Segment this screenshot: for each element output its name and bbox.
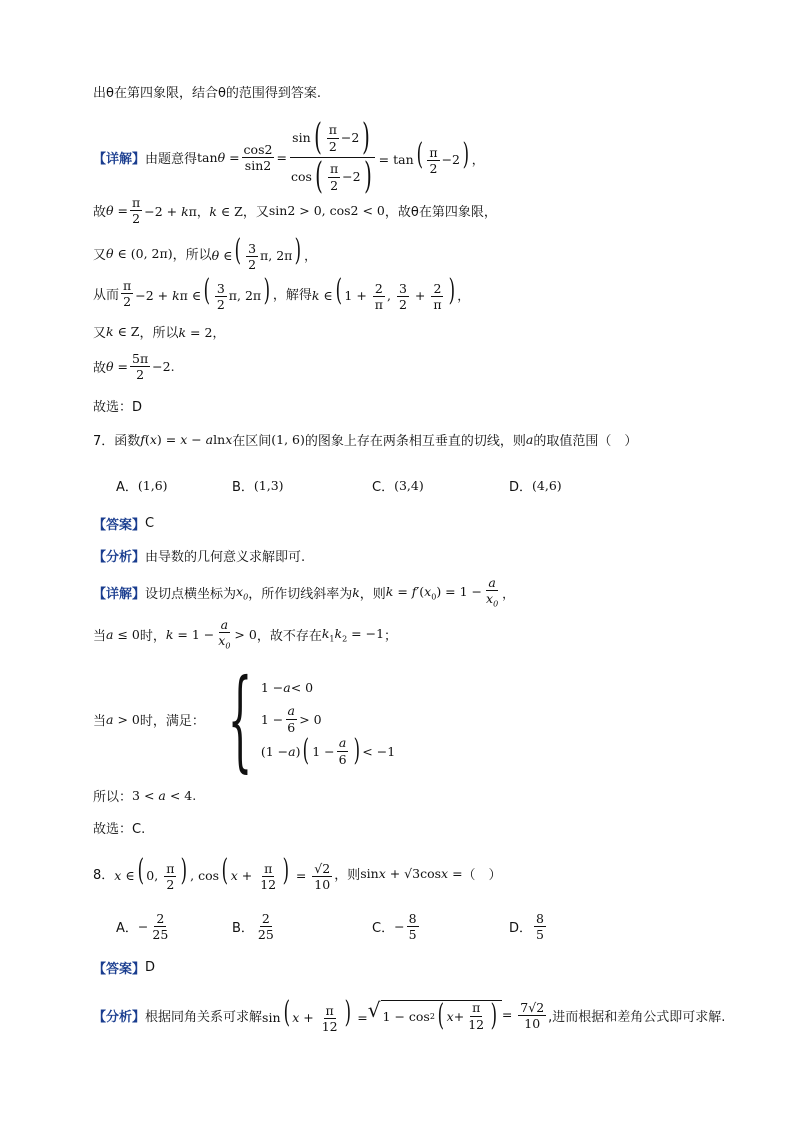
q7-detail-4: 所以： 3 < a < 4. [93, 788, 197, 805]
solution-k-value-line: 又 k ∈ Z ，所以 k = 2， [93, 324, 225, 341]
detail-tag: 【详解】 [93, 152, 146, 167]
q7-detail-5: 故选：C. [93, 822, 146, 837]
q7-answer: 【答案】 C [93, 516, 155, 533]
q7-detail-3: 当 a > 0 时，满足： { 1 − a < 0 1 − $\frac{a}{6}$ > 0 (1 − a ) ( 1 − $\frac{a}{6}$ ) < −1 [93, 655, 396, 783]
question-7-stem: 7．函数 f(x) = x − alnx 在区间 (1, 6) 的图象上存在两条相互垂直的切线，则 a 的取值范围（ ） [93, 432, 638, 449]
solution-detail-tan: 【详解】 由题意得 tanθ = $\frac{\cos 2}{\sin 2}$ = sin ( $\frac{\pi}{2}$ −2 ) cos ( $\frac{\pi}{2}$ −2 ) = tan( $\frac{\pi}{2}$ −2) ， [93, 117, 485, 197]
solution-theta-value-line: 故 θ = $\frac{5\pi}{2}$ −2. [93, 351, 175, 383]
q8-option-d[interactable]: D． $\frac{8}{5}$ [509, 911, 544, 943]
q7-option-c[interactable]: C． (3,4) [372, 478, 424, 495]
q8-option-b[interactable]: B． $\frac{2}{25}$ [232, 911, 274, 943]
solution-choice-line: 故选：D [93, 400, 143, 415]
q7-option-a[interactable]: A． (1,6) [116, 478, 168, 495]
question-8-stem: 8． x ∈( 0, $\frac{\pi}{2}$ ) , cos( x + $\frac{\pi}{12}$ ) = $\frac{√2}{10}$ ，则 sinx + √3cosx = （ ） [93, 853, 502, 892]
inequality-system: 1 − a < 0 1 − $\frac{a}{6}$ > 0 (1 − a ) ( 1 − $\frac{a}{6}$ ) < −1 [260, 679, 396, 768]
q8-analysis: 【分析】 根据同角关系可求解 sin( x + $\frac{\pi}{12}$ ) = √ 1 − cos 2 ( x + $\frac{\pi}{12}$ ) = $\frac{7√2}{10}$ ,进而根据和差角公式即可求解. [93, 995, 726, 1034]
system-brace: { [227, 655, 253, 783]
q7-option-d[interactable]: D． (4,6) [509, 478, 562, 495]
solution-k-range-line: 从而 $\frac{\pi}{2}$ −2 + kπ ∈( $\frac{3}{2}$ π, 2π) ，解得 k ∈( 1 + $\frac{2}{\pi}$ , $\frac{3}{2}$ + $\frac{2}{\pi}$ ) ， [93, 273, 470, 312]
q8-option-a[interactable]: A． − $\frac{2}{25}$ [116, 911, 169, 943]
q8-option-c[interactable]: C． − $\frac{8}{5}$ [372, 911, 417, 943]
q7-analysis: 【分析】 由导数的几何意义求解即可. [93, 550, 306, 565]
q7-detail-1: 【详解】 设切点横坐标为 $x_0$ ，所作切线斜率为 k ，则 $k = f'(x_0) = 1$ − $\frac{a}{x_0}$ ， [93, 575, 515, 609]
solution-line-1: 出θ在第四象限，结合θ的范围得到答案. [93, 86, 322, 101]
solution-theta-line: 故 θ = $\frac{\pi}{2}$ −2 + kπ，k ∈ Z ，又 sin2 > 0, cos2 < 0 ，故θ在第四象限， [93, 195, 497, 227]
q8-answer: 【答案】 D [93, 960, 156, 977]
q7-option-b[interactable]: B． (1,3) [232, 478, 284, 495]
solution-range-line: 又 θ ∈ (0, 2π) ，所以 θ ∈( $\frac{3}{2}$ π, 2π) ， [93, 233, 317, 272]
q7-detail-2: 当 a ≤ 0 时， k = 1 − $\frac{a}{x_0}$ > 0 ，故不存在 $k_1k_2 = -1$ ； [93, 617, 398, 651]
sqrt-expression: √ 1 − cos 2 ( x + $\frac{\pi}{12}$ ) [368, 1000, 502, 1031]
